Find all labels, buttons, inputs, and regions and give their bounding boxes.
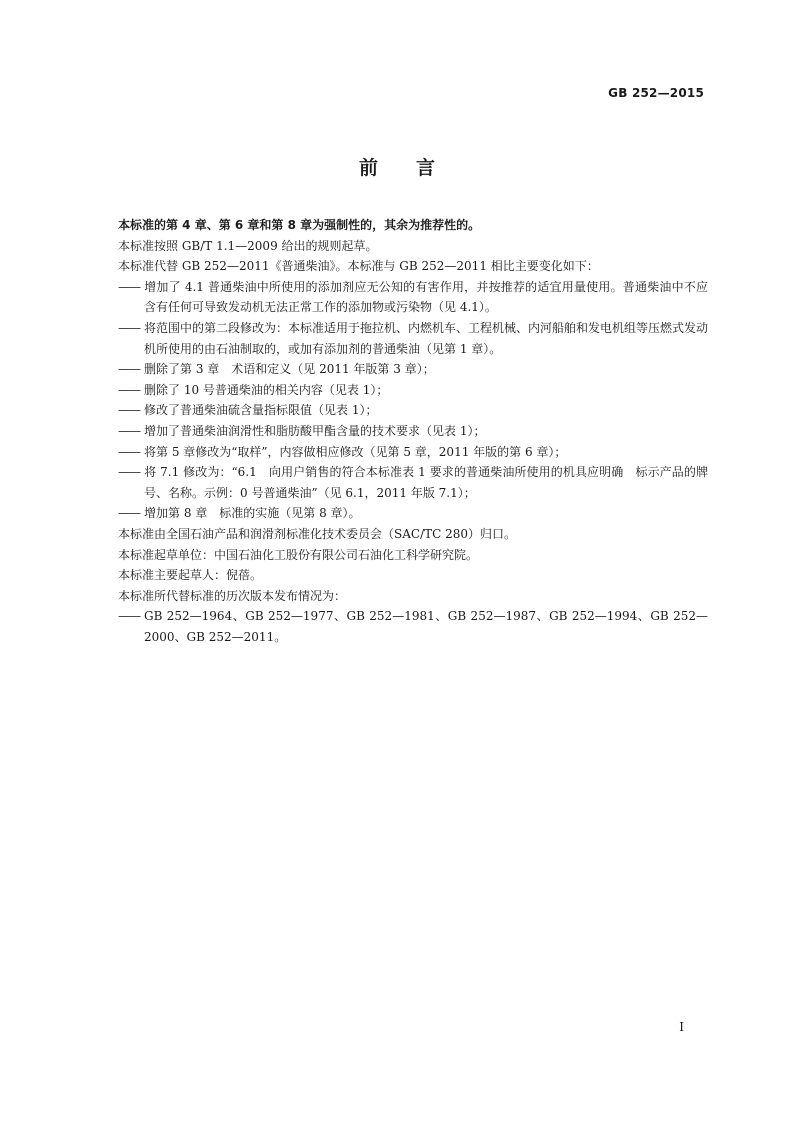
drafting-unit-paragraph: 本标准起草单位：中国石油化工股份有限公司石油化工科学研究院。 bbox=[118, 547, 479, 562]
drafters-paragraph: 本标准主要起草人：倪蓓。 bbox=[118, 568, 263, 583]
change-list bbox=[118, 277, 708, 524]
dash-mark: —— bbox=[118, 506, 140, 521]
dash-mark: —— bbox=[118, 609, 140, 624]
list-item: —— 删除了 10 号普通柴油的相关内容（见表 1）； bbox=[118, 380, 708, 401]
dash-mark: —— bbox=[118, 279, 140, 294]
standard-code: GB 252—2015 bbox=[608, 86, 704, 100]
list-item: —— 删除了第 3 章 术语和定义（见 2011 年版第 3 章）； bbox=[118, 359, 708, 380]
committee-paragraph: 本标准由全国石油产品和润滑剂标准化技术委员会（SAC/TC 280）归口。 bbox=[118, 526, 517, 541]
dash-mark: —— bbox=[118, 465, 140, 480]
list-item: —— 将范围中的第二段修改为：本标准适用于拖拉机、内燃机车、工程机械、内河船舶和发电机组等压燃式发动机所使用的由石油制取的，或加有添加剂的普通柴油（见第 1 章）。 bbox=[118, 318, 708, 359]
dash-mark: —— bbox=[118, 320, 140, 335]
history-intro-paragraph: 本标准所代替标准的历次版本发布情况为： bbox=[118, 588, 347, 603]
dash-mark: —— bbox=[118, 444, 140, 459]
page-title: 前言 bbox=[358, 157, 473, 179]
list-item: —— 将 7.1 修改为：“6.1 向用户销售的符合本标准表 1 要求的普通柴油所使用的机具应明确 标示产品的牌号、名称。示例：0 号普通柴油”（见 6.1，2011 年版 7.1）； bbox=[118, 462, 708, 503]
replacement-paragraph: 本标准代替 GB 252—2011《普通柴油》。本标准与 GB 252—2011 相比主要变化如下： bbox=[118, 259, 599, 274]
list-item: —— 增加第 8 章 标准的实施（见第 8 章）。 bbox=[118, 503, 708, 524]
history-item: —— GB 252—1964、GB 252—1977、GB 252—1981、GB 252—1987、GB 252—1994、GB 252—2000、GB 252—2011。 bbox=[118, 606, 708, 647]
mandatory-clause-paragraph: 本标准的第 4 章、第 6 章和第 8 章为强制性的，其余为推荐性的。 bbox=[118, 218, 481, 232]
dash-mark: —— bbox=[118, 423, 140, 438]
page-number: I bbox=[679, 1020, 684, 1034]
list-item: —— 增加了普通柴油润滑性和脂肪酸甲酯含量的技术要求（见表 1）； bbox=[118, 421, 708, 442]
list-item: —— 增加了 4.1 普通柴油中所使用的添加剂应无公知的有害作用，并按推荐的适宜用量使用。普通柴油中不应含有任何可导致发动机无法正常工作的添加物或污染物（见 4.1）。 bbox=[118, 277, 708, 318]
dash-mark: —— bbox=[118, 403, 140, 418]
list-item: —— 修改了普通柴油硫含量指标限值（见表 1）； bbox=[118, 400, 708, 421]
dash-mark: —— bbox=[118, 382, 140, 397]
dash-mark: —— bbox=[118, 362, 140, 377]
foreword-body bbox=[118, 215, 708, 647]
drafting-rules-paragraph: 本标准按照 GB/T 1.1—2009 给出的规则起草。 bbox=[118, 238, 378, 253]
list-item: —— 将第 5 章修改为“取样”，内容做相应修改（见第 5 章，2011 年版的第 6 章）； bbox=[118, 442, 708, 463]
